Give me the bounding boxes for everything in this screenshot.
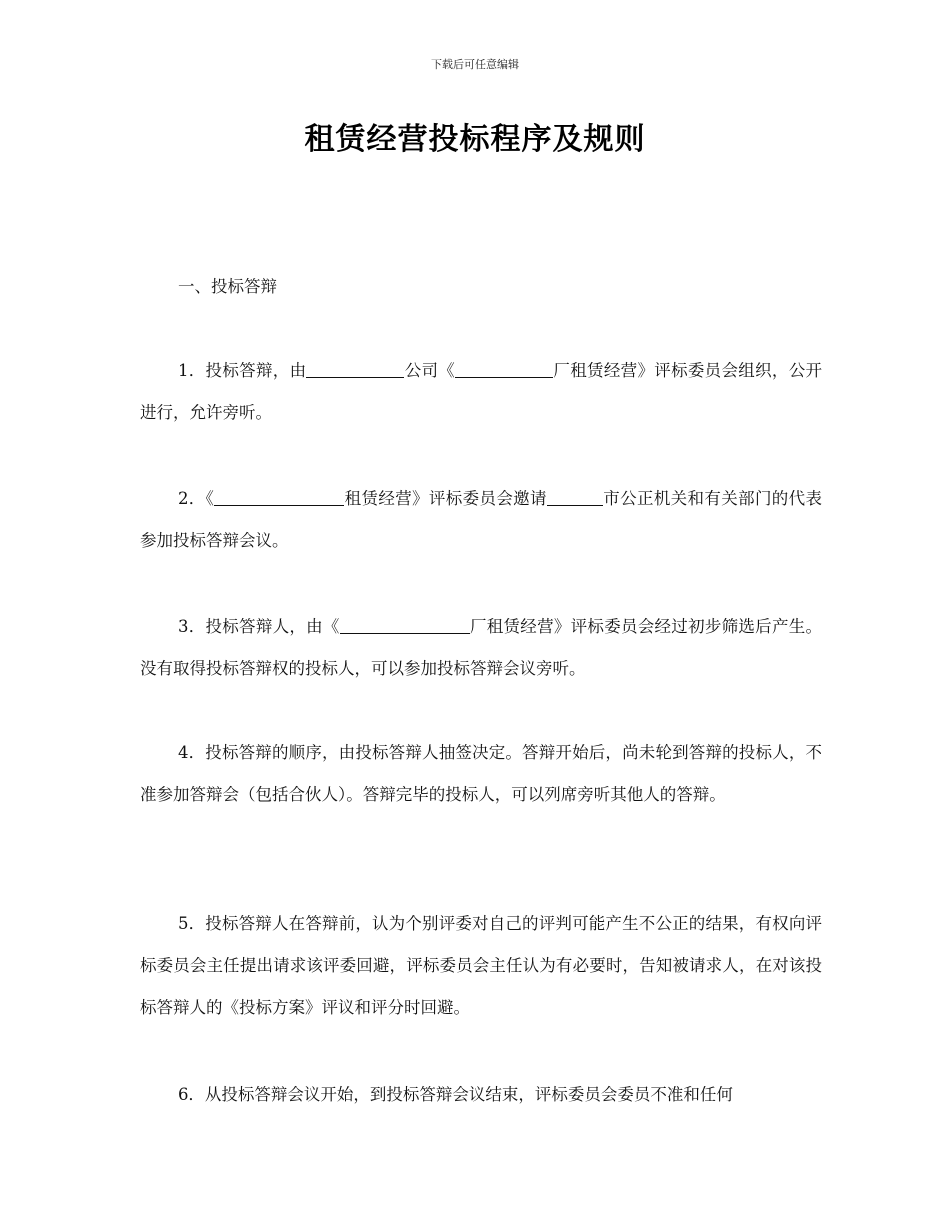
blank-lease-name xyxy=(214,489,344,506)
paragraph-4: 4．投标答辩的顺序，由投标答辩人抽签决定。答辩开始后，尚未轮到答辩的投标人，不准参加答辩会（包括合伙人）。答辩完毕的投标人，可以列席旁听其他人的答辩。 xyxy=(140,743,822,804)
paragraph-2-text-c: 市公正机关和有关部门的代表参加投标答辩会议。 xyxy=(140,489,823,550)
blank-company-name xyxy=(306,361,404,378)
document-title: 租赁经营投标程序及规则 xyxy=(304,122,646,157)
paragraph-6: 6．从投标答辩会议开始，到投标答辩会议结束，评标委员会委员不准和任何 xyxy=(177,1085,733,1104)
paragraph-1-text-b: 公司《 xyxy=(404,361,456,380)
blank-factory-name xyxy=(455,361,553,378)
paragraph-2-text-b: 租赁经营》评标委员会邀请 xyxy=(344,489,547,508)
paragraph-3-text-b: 厂租赁经营》评标委员会经过初步筛选后产生。没有取得投标答辩权的投标人，可以参加投标答辩会议旁听。 xyxy=(140,617,823,678)
paragraph-2 xyxy=(140,478,822,562)
blank-factory-name-2 xyxy=(340,617,470,634)
page-header-note: 下载后可任意编辑 xyxy=(431,58,519,71)
paragraph-1-text-a: 1．投标答辩，由 xyxy=(177,361,307,380)
paragraph-1 xyxy=(140,350,822,434)
section-heading: 一、投标答辩 xyxy=(177,277,277,296)
blank-city-name xyxy=(547,489,603,506)
paragraph-2-text-a: 2．《 xyxy=(177,489,215,508)
paragraph-3 xyxy=(140,606,822,690)
paragraph-1-text-c: 厂租赁经营》评标委员会组织，公开进行，允许旁听。 xyxy=(140,361,823,422)
paragraph-3-text-a: 3．投标答辩人，由《 xyxy=(177,617,340,636)
paragraph-5: 5．投标答辩人在答辩前，认为个别评委对自己的评判可能产生不公正的结果，有权向评标委员会主任提出请求该评委回避，评标委员会主任认为有必要时，告知被请求人，在对该投标答辩人的《投标方案》评议和评分时回避。 xyxy=(140,914,822,1017)
